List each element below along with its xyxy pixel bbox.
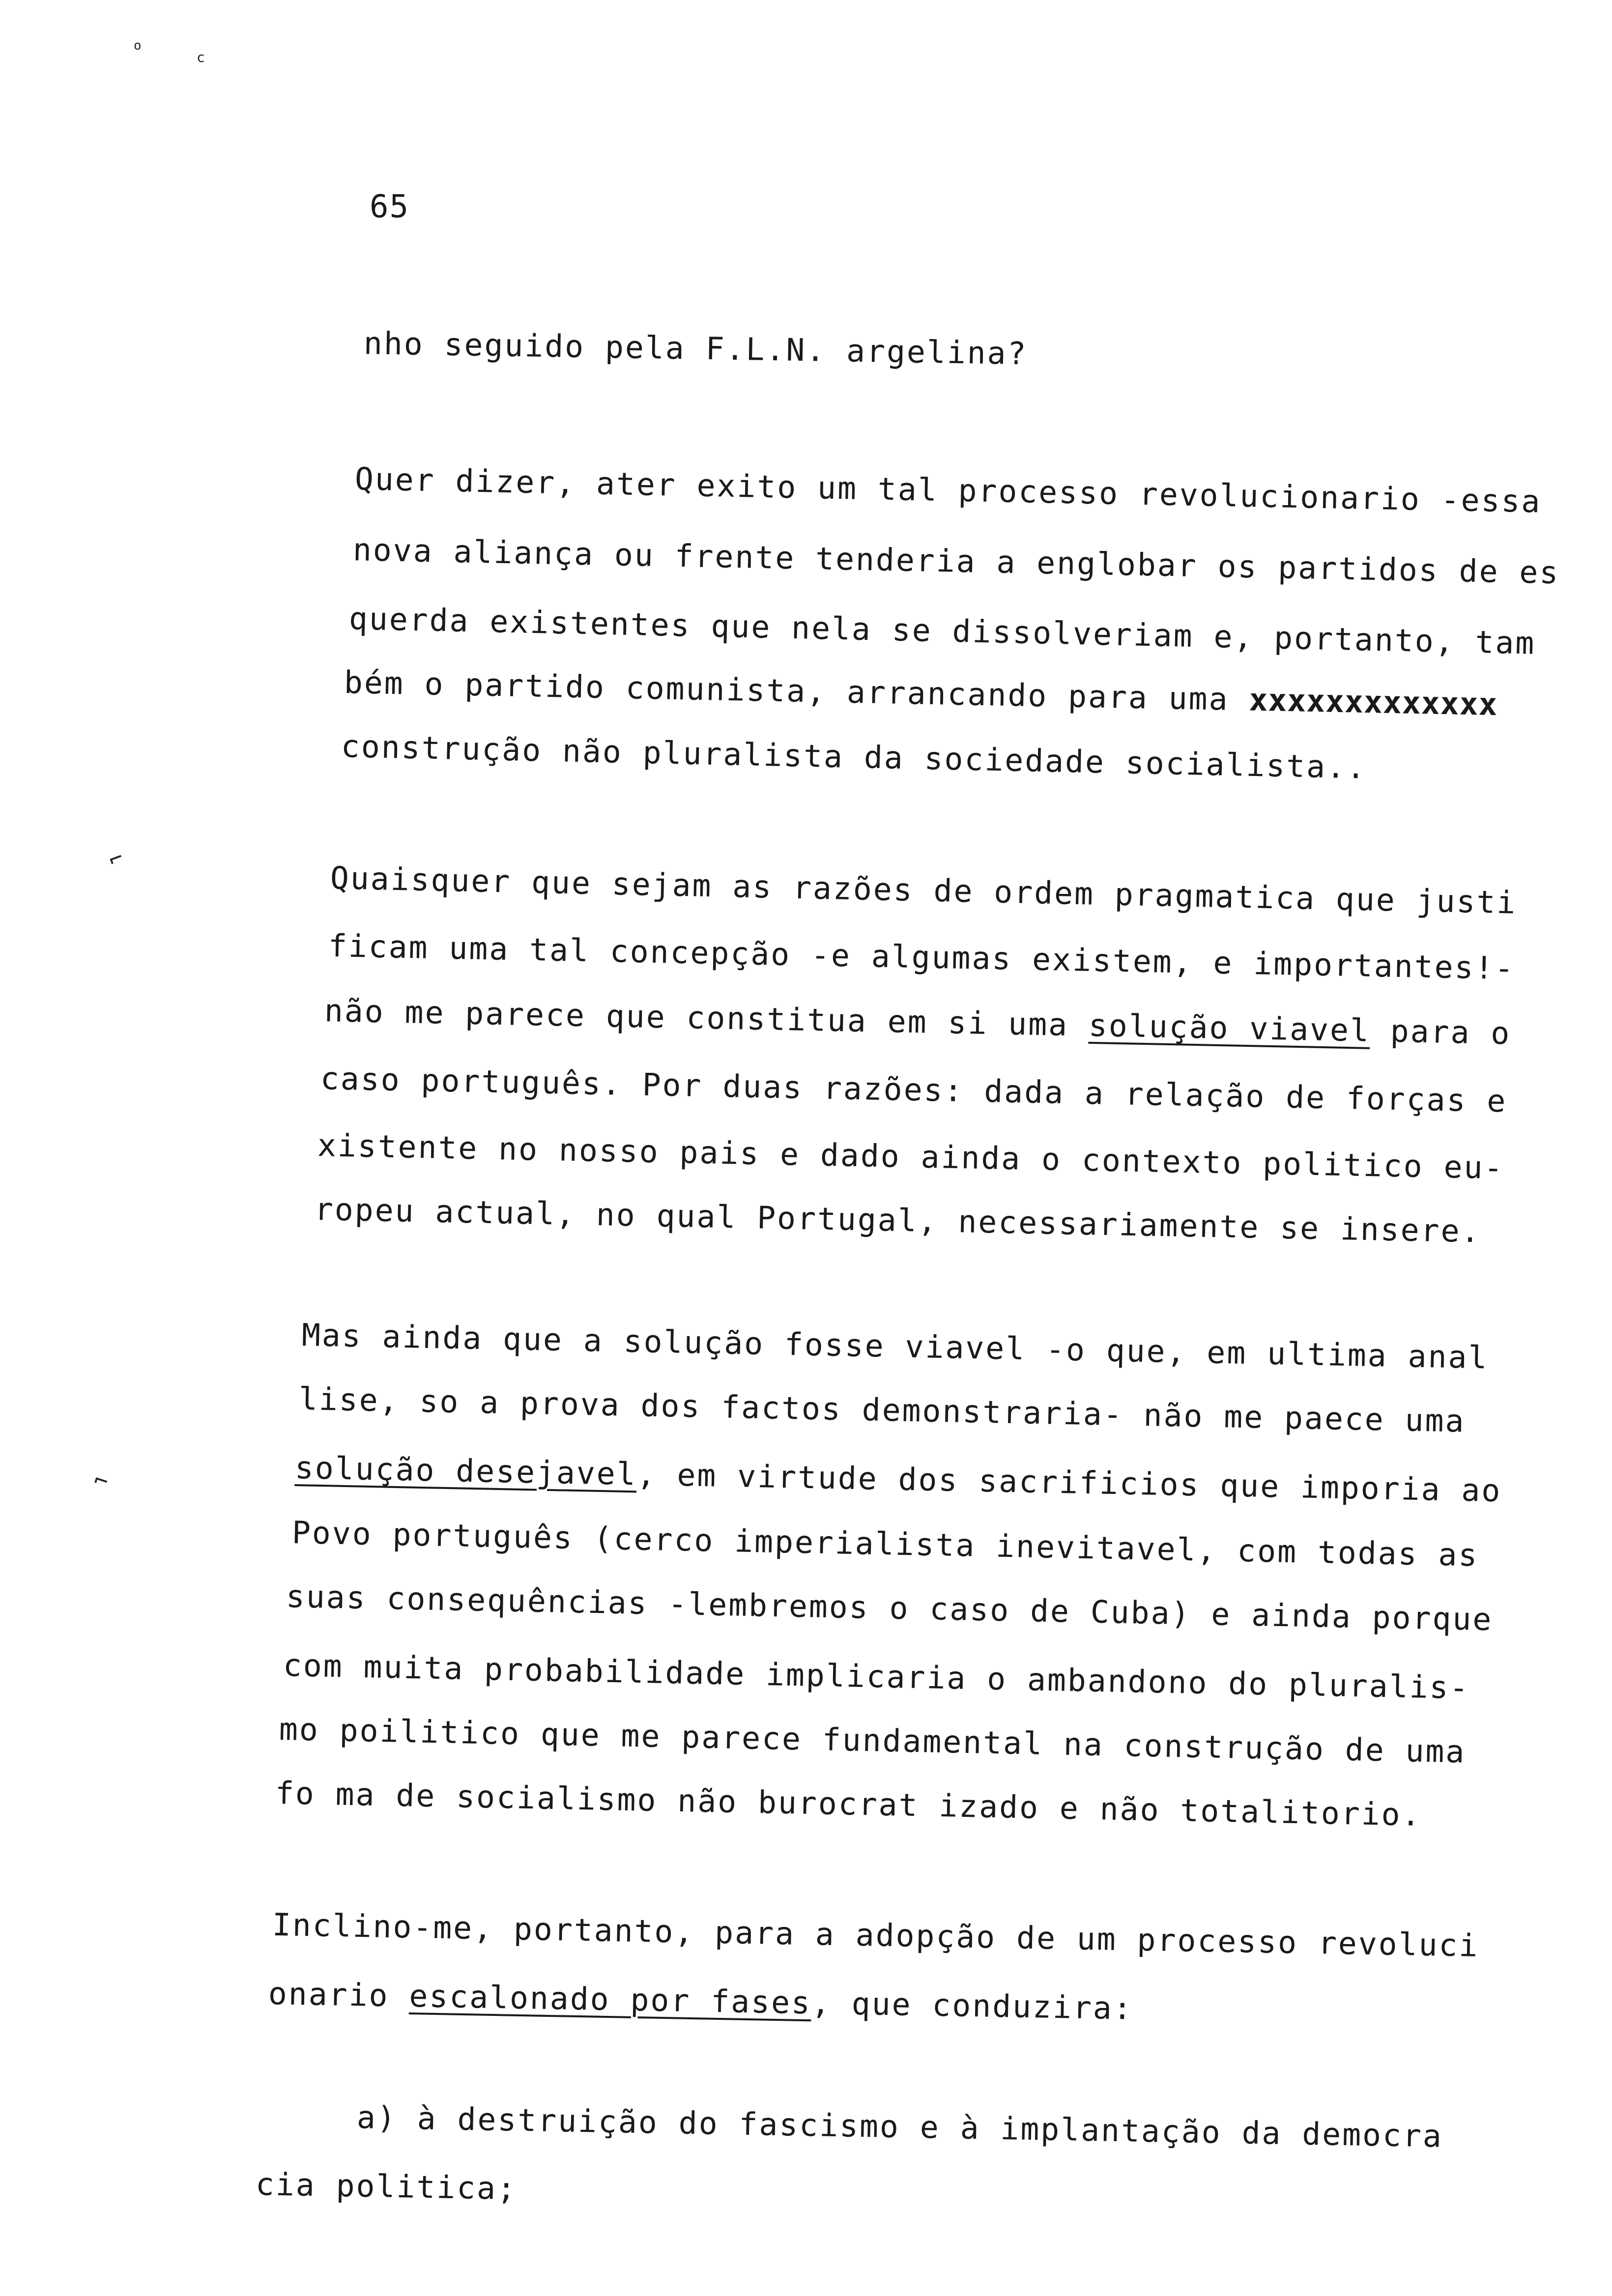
text-line: caso português. Por duas razões: dada a relação de forças e [320, 1061, 1508, 1119]
text-line [268, 1976, 1133, 2027]
text-line: construção não pluralista da sociedade socialista.. [341, 728, 1367, 786]
underlined-phrase: solução viavel [1088, 1007, 1371, 1049]
text-line: nova aliança ou frente tenderia a englobar os partidos de es [352, 532, 1560, 591]
text-line: Povo português (cerco imperialista inevitavel, com todas as [291, 1515, 1479, 1574]
text-line: suas consequências -lembremos o caso de Cuba) e ainda porque [286, 1578, 1494, 1638]
underlined-phrase: escalonado por fases [408, 1978, 812, 2021]
text-line: ropeu actual, no qual Portugal, necessariamente se insere. [314, 1191, 1482, 1250]
text-line: querda existentes que nela se dissolveriam e, portanto, tam [348, 601, 1536, 661]
stray-mark: c [197, 49, 205, 65]
text-line: Quaisquer que sejam as razões de ordem pragmatica que justi [330, 860, 1518, 921]
underlined-phrase: solução desejavel [294, 1450, 637, 1492]
text-segment: para o [1370, 1012, 1512, 1052]
text-line: nho seguido pela F.L.N. argelina? [363, 325, 1028, 372]
text-line: Quer dizer, ater exito um tal processo revolucionario -essa [354, 461, 1542, 520]
text-line: mo poilitico que me parece fundamental na construção de uma [279, 1711, 1467, 1770]
text-line: com muita probabilidade implicaria o ambandono do pluralis- [283, 1647, 1470, 1706]
text-line [294, 1450, 1502, 1509]
margin-mark: ⌐ [90, 1466, 112, 1495]
text-line: fo ma de socialismo não burocrat izado e não totalitorio. [275, 1775, 1422, 1833]
text-line: xistente no nosso pais e dado ainda o contexto politico eu- [317, 1127, 1505, 1186]
text-line [324, 993, 1511, 1051]
struck-out-text: xxxxxxxxxxxxx [1248, 682, 1498, 723]
text-segment: , em virtude dos sacrificios que imporia ao [636, 1456, 1502, 1509]
text-line [344, 664, 1498, 722]
text-line: Inclino-me, portanto, para a adopção de um processo revoluci [272, 1907, 1480, 1964]
margin-mark: ⌐ [105, 843, 127, 874]
text-line: Mas ainda que a solução fosse viavel -o que, em ultima anal [301, 1317, 1489, 1376]
text-segment: bém o partido comunista, arrancando para uma [344, 664, 1250, 718]
page-number: 65 [370, 189, 410, 225]
text-segment: onario [268, 1976, 410, 2014]
text-line: cia politica; [255, 2166, 518, 2207]
stray-mark: o [134, 38, 142, 53]
text-line: ficam uma tal concepção -e algumas existem, e importantes!- [328, 928, 1516, 987]
text-segment: , que conduzira: [811, 1985, 1134, 2027]
list-item: a) à destruição do fascismo e à implantação da democra [356, 2099, 1443, 2154]
text-line: lise, so a prova dos factos demonstraria- não me paece uma [298, 1381, 1466, 1439]
text-segment: não me parece que constitua em si uma [324, 993, 1089, 1043]
